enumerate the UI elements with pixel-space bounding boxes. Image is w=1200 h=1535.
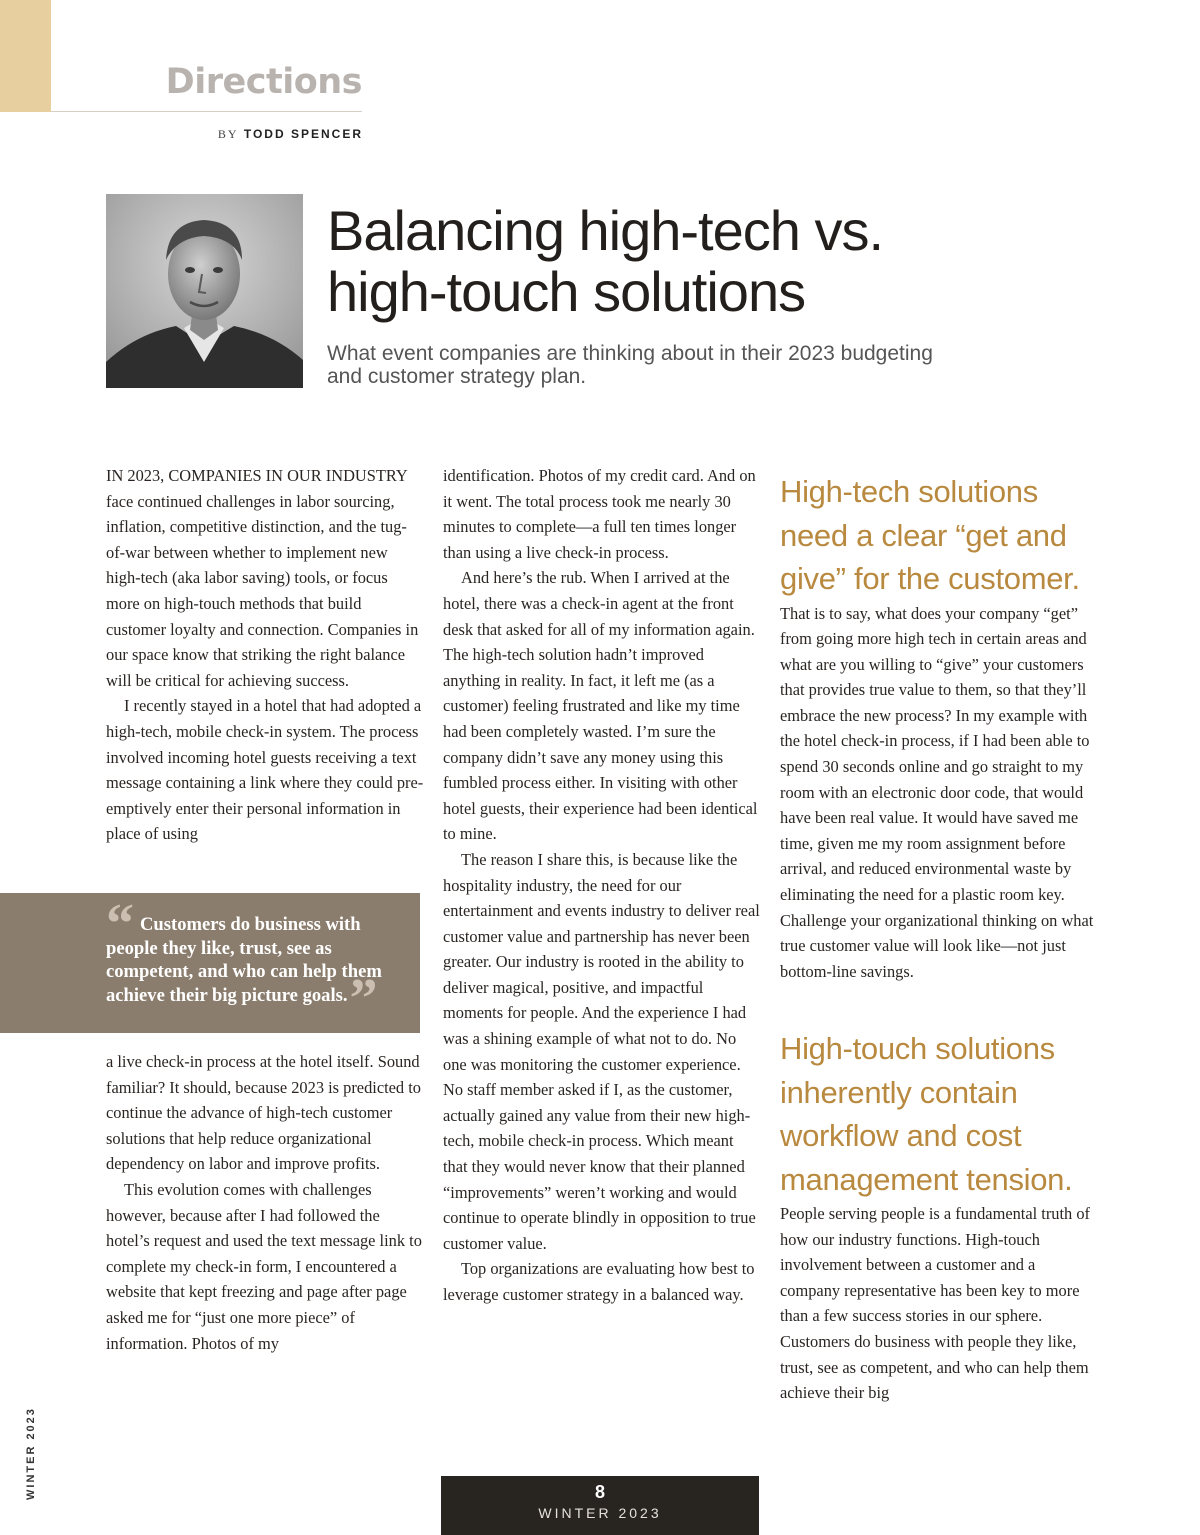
column-3-section-2: [780, 1027, 1098, 1406]
subhead-high-tech: High-tech solutions need a clear “get and give” for the customer.: [780, 474, 1080, 596]
close-quote-icon: ”: [349, 967, 378, 1030]
paragraph: identification. Photos of my credit card. And on it went. The total process took me nearly 30 minutes to complete—a full ten times longer than using a live check-in process.: [443, 466, 756, 562]
paragraph: People serving people is a fundamental truth of how our industry functions. High-touch involvement between a customer and a company representative has been key to more than a few success stories in our sphere. Customers do business with people they like, trust, see as competent, and who can help them achieve their big: [780, 1204, 1090, 1403]
page-number: 8: [594, 1482, 605, 1502]
column-2: [443, 463, 761, 1308]
author-name: TODD SPENCER: [243, 127, 363, 141]
section-title: Directions: [165, 62, 362, 102]
column-1-bottom: [106, 1049, 424, 1356]
open-quote-icon: “: [106, 893, 134, 955]
paragraph: That is to say, what does your company “get” from going more high tech in certain areas and what are you willing to “give” your customers that provides true value to them, so that they’ll embrace the new process? In my example with the hotel check-in process, if I had been able to spend 30 seconds online and go straight to my room with an electronic door code, that would have been real value. It would have saved me time, given me my room assignment before arrival, and reduced environmental waste by eliminating the need for a plastic room key. Challenge your organizational thinking on what true customer value will look like—not just bottom-line savings.: [780, 603, 1094, 981]
pull-quote: [0, 893, 420, 1033]
paragraph: IN 2023, COMPANIES IN OUR INDUSTRY face continued challenges in labor sourcing, inflation, competitive distinction, and the tug-of-war between whether to implement new high-tech (aka labor saving) tools, or focus more on high-touch methods that build customer loyalty and connection. Companies in our space know that striking the right balance will be critical for achieving success.: [106, 466, 419, 690]
section-rule: [51, 111, 362, 112]
paragraph: This evolution comes with challenges however, because after I had followed the hotel’s request and used the text message link to complete my check-in form, I encountered a website that kept freezing and page after page asked me for “just one more piece” of information. Photos of my: [106, 1179, 422, 1353]
paragraph: a live check-in process at the hotel itself. Sound familiar? It should, because 2023 is predicted to continue the advance of high-tech customer solutions that help reduce organizational dependency on labor and improve profits.: [106, 1052, 421, 1174]
folio-issue: WINTER 2023: [538, 1505, 662, 1521]
column-1-top: [106, 463, 424, 847]
article-headline: [327, 200, 1087, 322]
author-portrait-image: [106, 194, 303, 388]
page-folio: [441, 1476, 759, 1535]
byline-prefix: BY: [217, 127, 239, 141]
headline-line-1: Balancing high-tech vs.: [327, 199, 884, 262]
pull-quote-text: [106, 893, 406, 1030]
paragraph: I recently stayed in a hotel that had adopted a high-tech, mobile check-in system. The process involved incoming hotel guests receiving a text message containing a link where they could pre-emptively enter their personal information in place of using: [106, 696, 424, 844]
tan-corner-block: [0, 0, 51, 112]
side-issue-label: WINTER 2023: [25, 1407, 37, 1500]
paragraph: And here’s the rub. When I arrived at the hotel, there was a check-in agent at the front desk that asked for all of my information again. The high-tech solution hadn’t improved anything in reality. In fact, it left me (as a customer) feeling frustrated and like my time had been completely wasted. I’m sure the company didn’t save any money using this fumbled process either. In visiting with other hotel guests, their experience had been identical to mine.: [443, 568, 758, 844]
column-3-section-1: [780, 470, 1098, 984]
pull-quote-body: Customers do business with people they like, trust, see as competent, and who can help them achieve their big picture goals.: [106, 914, 382, 1006]
paragraph: Top organizations are evaluating how best to leverage customer strategy in a balanced way.: [443, 1259, 755, 1304]
headline-line-2: high-touch solutions: [327, 260, 806, 323]
paragraph: The reason I share this, is because like the hospitality industry, the need for our entertainment and events industry to deliver real customer value and partnership has never been greater. Our industry is rooted in the ability to deliver magical, positive, and impactful moments for people. And the experience I had was a shining example of what not to do. No one was monitoring the customer experience. No staff member asked if I, as the customer, actually gained any value from their new high-tech, mobile check-in process. Which meant that they would never know that their planned “improvements” weren’t working and would continue to operate blindly in opposition to true customer value.: [443, 849, 760, 1253]
author-photo: [106, 194, 303, 388]
article-deck: What event companies are thinking about in their 2023 budgeting and customer strategy plan.: [327, 342, 933, 388]
subhead-high-touch: High-touch solutions inherently contain workflow and cost management tension.: [780, 1031, 1073, 1197]
byline: [218, 127, 363, 142]
